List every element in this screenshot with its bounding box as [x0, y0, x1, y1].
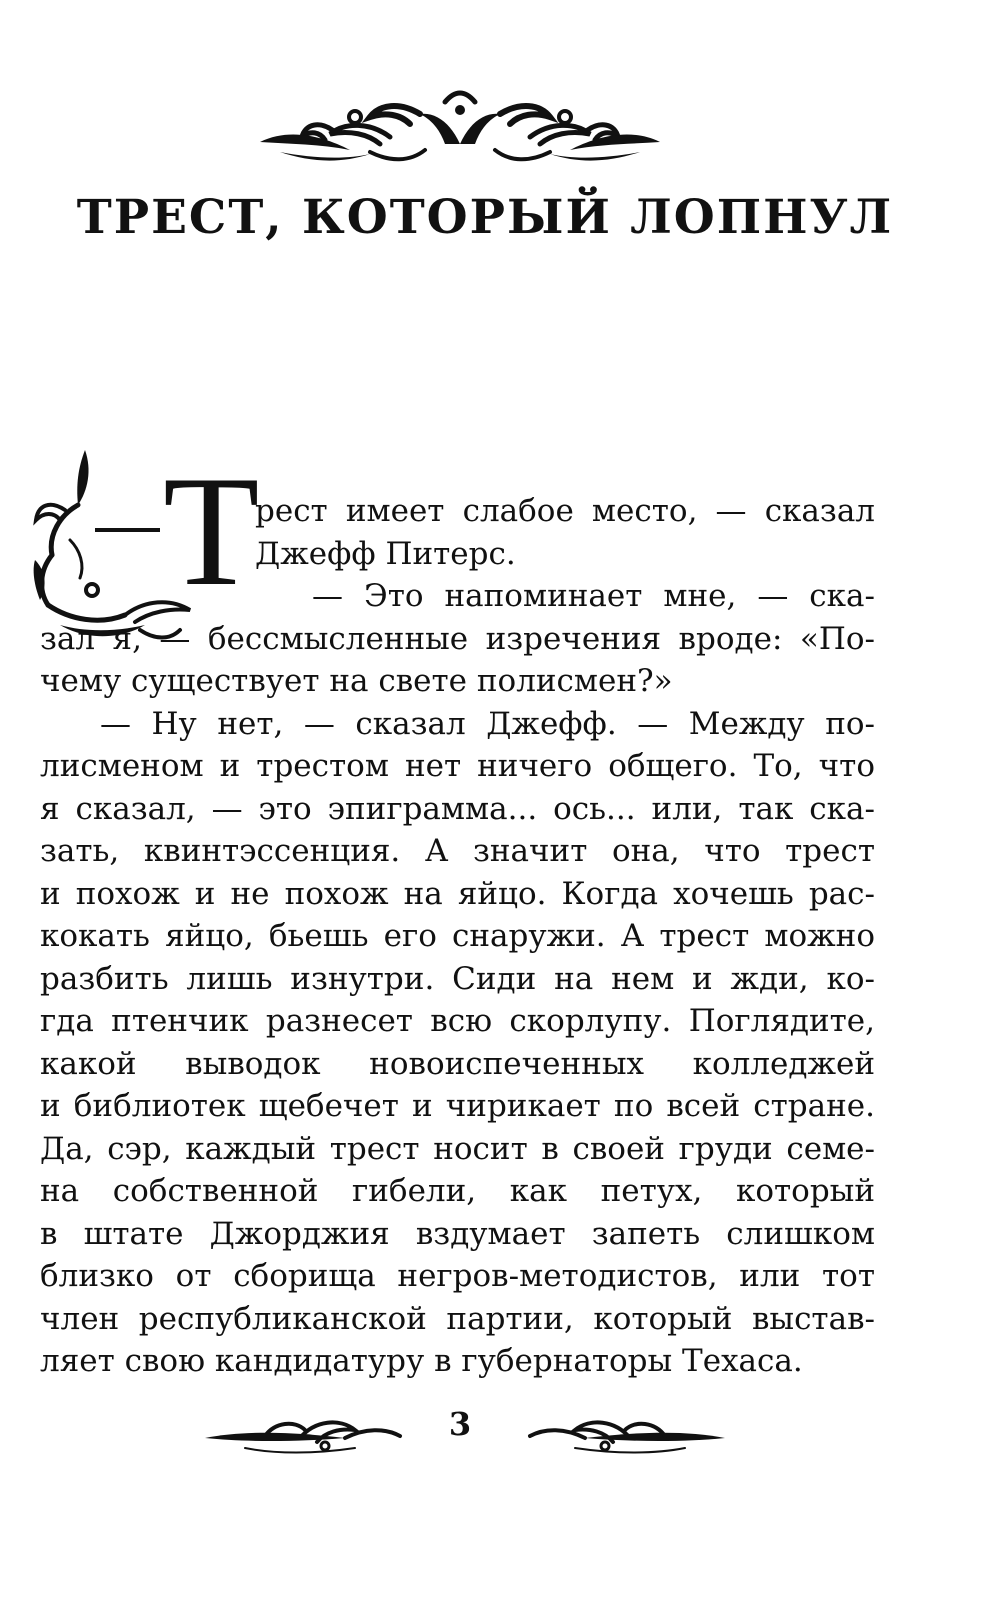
text-line: зать, квинтэссенция. А значит она, что трест — [40, 833, 875, 869]
text-line: — Ну нет, — сказал Джефф. — Между по- — [100, 706, 875, 742]
em-dash-rule — [95, 528, 160, 532]
floral-flourish-icon — [250, 82, 670, 172]
text-line: какой выводок новоиспеченных колледжей — [40, 1046, 875, 1082]
text-line: чему существует на свете полисмен?» — [40, 663, 673, 699]
text-line: кокать яйцо, бьешь его снаружи. А трест можно — [40, 918, 875, 954]
text-line: я сказал, — это эпиграмма... ось... или, так ска- — [40, 791, 875, 827]
text-line: близко от сборища негров-методистов, или тот — [40, 1258, 875, 1294]
text-line: и похож и не похож на яйцо. Когда хочешь рас- — [40, 876, 875, 912]
text-line: зал я, — бессмысленные изречения вроде: «По- — [40, 621, 875, 657]
text-line: член республиканской партии, который выстав- — [40, 1301, 875, 1337]
chapter-title: ТРЕСТ, КОТОРЫЙ ЛОПНУЛ — [76, 190, 894, 245]
text-line: на собственной гибели, как петух, который — [40, 1173, 875, 1209]
text-line: в штате Джорджия вздумает запеть слишком — [40, 1216, 875, 1252]
text-line: разбить лишь изнутри. Сиди на нем и жди, ко- — [40, 961, 875, 997]
text-line: Да, сэр, каждый трест носит в своей груди семе- — [40, 1131, 875, 1167]
text-line: ляет свою кандидатуру в губернаторы Техаса. — [40, 1343, 803, 1379]
text-line: Джефф Питерс. — [255, 536, 516, 572]
text-line: рест имеет слабое место, — сказал — [255, 493, 875, 529]
text-line: гда птенчик разнесет всю скорлупу. Поглядите, — [40, 1003, 875, 1039]
page-number: 3 — [448, 1405, 472, 1443]
text-line: — Это напоминает мне, — ска- — [312, 578, 875, 614]
text-line: лисменом и трестом нет ничего общего. То, что — [40, 748, 875, 784]
text-line: и библиотек щебечет и чирикает по всей стране. — [40, 1088, 875, 1124]
drop-cap: Т — [163, 444, 260, 619]
